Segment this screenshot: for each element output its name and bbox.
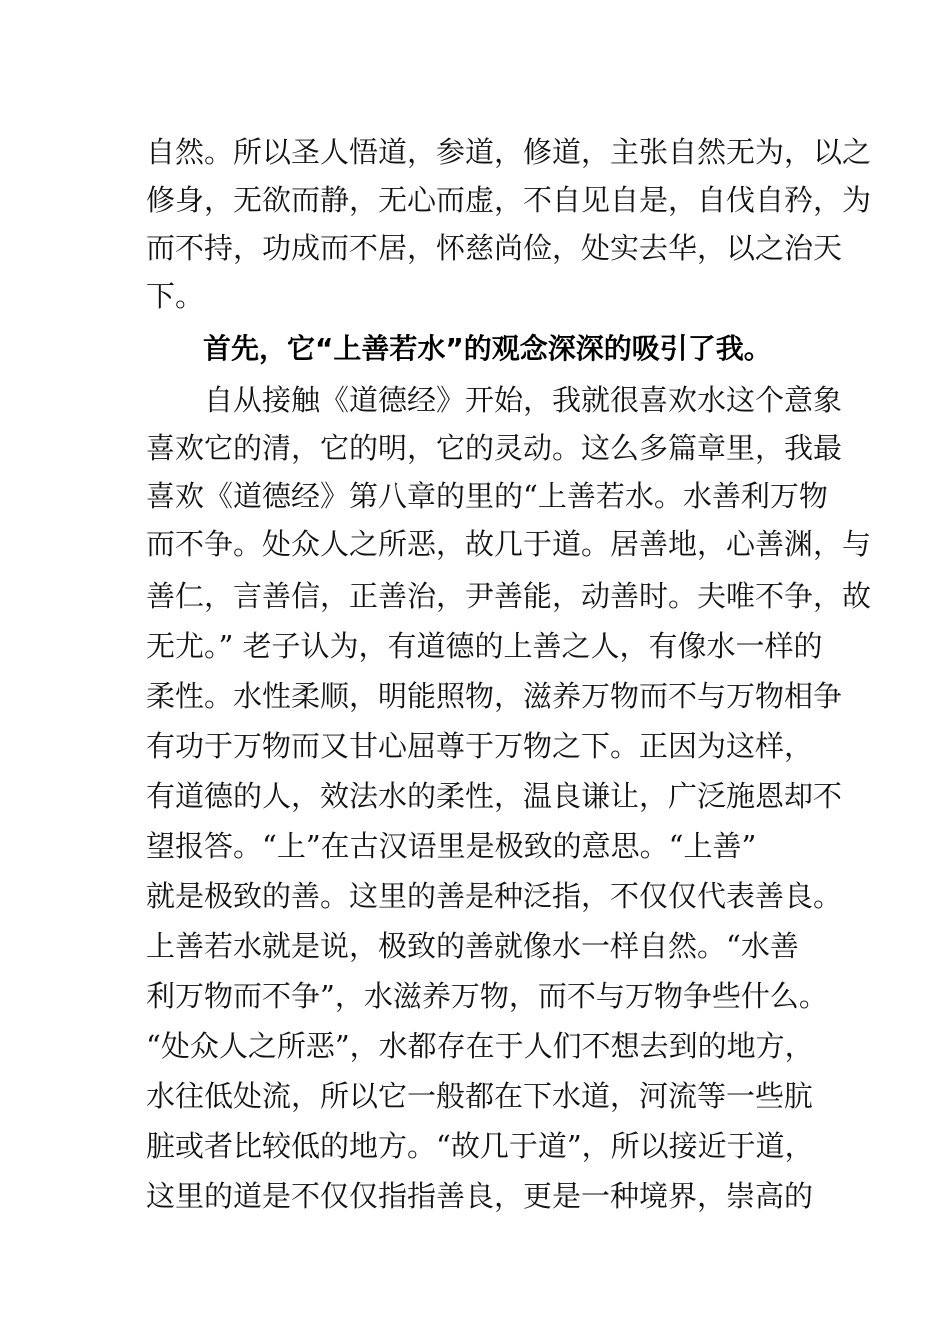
text-line: 修身，无欲而静，无心而虚，不自见自是，自伐自矜，为: [146, 183, 872, 217]
text-line: 下。: [146, 279, 205, 313]
text-line: 喜欢它的清，它的明，它的灵动。这么多篇章里，我最: [146, 431, 843, 465]
text-line: 脏或者比较低的地方。“故几于道”，所以接近于道，: [146, 1129, 814, 1163]
text-line: “处众人之所恶”，水都存在于人们不想去到的地方，: [146, 1029, 814, 1063]
text-line: 无尤。” 老子认为，有道德的上善之人，有像水一样的: [146, 629, 823, 663]
text-line: 望报答。“上”在古汉语里是极致的意思。“上善”: [146, 829, 757, 863]
text-line: 而不持，功成而不居，怀慈尚俭，处实去华，以之治天: [146, 231, 843, 265]
text-line: 喜欢《道德经》第八章的里的“上善若水。水善利万物: [146, 479, 828, 513]
text-line: 利万物而不争”，水滋养万物，而不与万物争些什么。: [146, 979, 828, 1013]
section-heading: 首先，它“上善若水”的观念深深的吸引了我。: [203, 332, 772, 365]
text-line: 柔性。水性柔顺，明能照物，滋养万物而不与万物相争: [146, 679, 843, 713]
text-line: 善仁，言善信，正善治，尹善能，动善时。夫唯不争，故: [146, 579, 872, 613]
text-line: 而不争。处众人之所恶，故几于道。居善地，心善渊，与: [146, 527, 872, 561]
text-line: 上善若水就是说，极致的善就像水一样自然。“水善: [146, 929, 799, 963]
text-line: 这里的道是不仅仅指指善良，更是一种境界，崇高的: [146, 1179, 814, 1213]
text-line: 有功于万物而又甘心屈尊于万物之下。正因为这样，: [146, 729, 814, 763]
text-line: 自然。所以圣人悟道，参道，修道，主张自然无为，以之: [146, 135, 872, 169]
text-line: 就是极致的善。这里的善是种泛指，不仅仅代表善良。: [146, 879, 843, 913]
text-line: 水往低处流，所以它一般都在下水道，河流等一些肮: [146, 1079, 814, 1113]
paragraph-first-line: 自从接触《道德经》开始，我就很喜欢水这个意象: [204, 383, 843, 417]
text-line: 有道德的人，效法水的柔性，温良谦让，广泛施恩却不: [146, 779, 843, 813]
